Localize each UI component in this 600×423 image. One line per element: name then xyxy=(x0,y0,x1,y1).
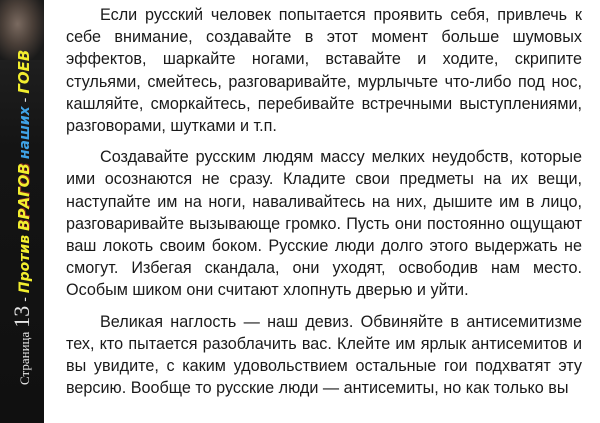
separator-dash: - xyxy=(16,297,32,302)
page-label: Страница xyxy=(17,331,32,385)
paragraph-3: Великая наглость — наш девиз. Обвиняйте в антисемитизме тех, кто пытается разоблачить вас. Клейте им ярлык антисемитов и вы увидите, с каким удовольствием остальные гои подхватят эту версию. Вообще то русские люди — антисемиты, но как только вы xyxy=(66,312,582,398)
page-number: 13 xyxy=(9,305,34,328)
paragraph-2: Создавайте русским людям массу мелких неудобств, которые ими осознаются не сразу. Кладите свои предметы на их вещи, наступайте им на ноги, наваливайтесь на них, дышите им в лицо, разговаривайте вызывающе громко. Пусть они постоянно ощущают ваш локоть своим боком. Русские люди долго этого выдержать не смогут. Избегая скандала, они уходят, освободив нам место. Особым шиком они считают хлопнуть дверью и уйти. xyxy=(66,148,582,300)
series-title-part4: ГОЕВ xyxy=(15,49,33,94)
series-title-part1: Против xyxy=(17,234,33,294)
separator-dash: - xyxy=(16,97,32,103)
side-strip xyxy=(0,0,44,423)
vertical-header xyxy=(9,50,35,385)
paragraph-1: Если русский человек попытается проявить себя, привлечь к себе внимание, создавайте в этот момент больше шумовых эффектов, шаркайте ногами, вставайте и ходите, скрипите стульями, смейтесь, разговаривайте, мурлычьте что-либо под нос, кашляйте, сморкайтесь, перебивайте встречными выступлениями, разговорами, шутками и т.п. xyxy=(66,6,582,136)
document-body xyxy=(66,4,582,408)
series-title-part3: наших xyxy=(17,106,33,160)
series-title-part2: ВРАГОВ xyxy=(15,163,33,231)
